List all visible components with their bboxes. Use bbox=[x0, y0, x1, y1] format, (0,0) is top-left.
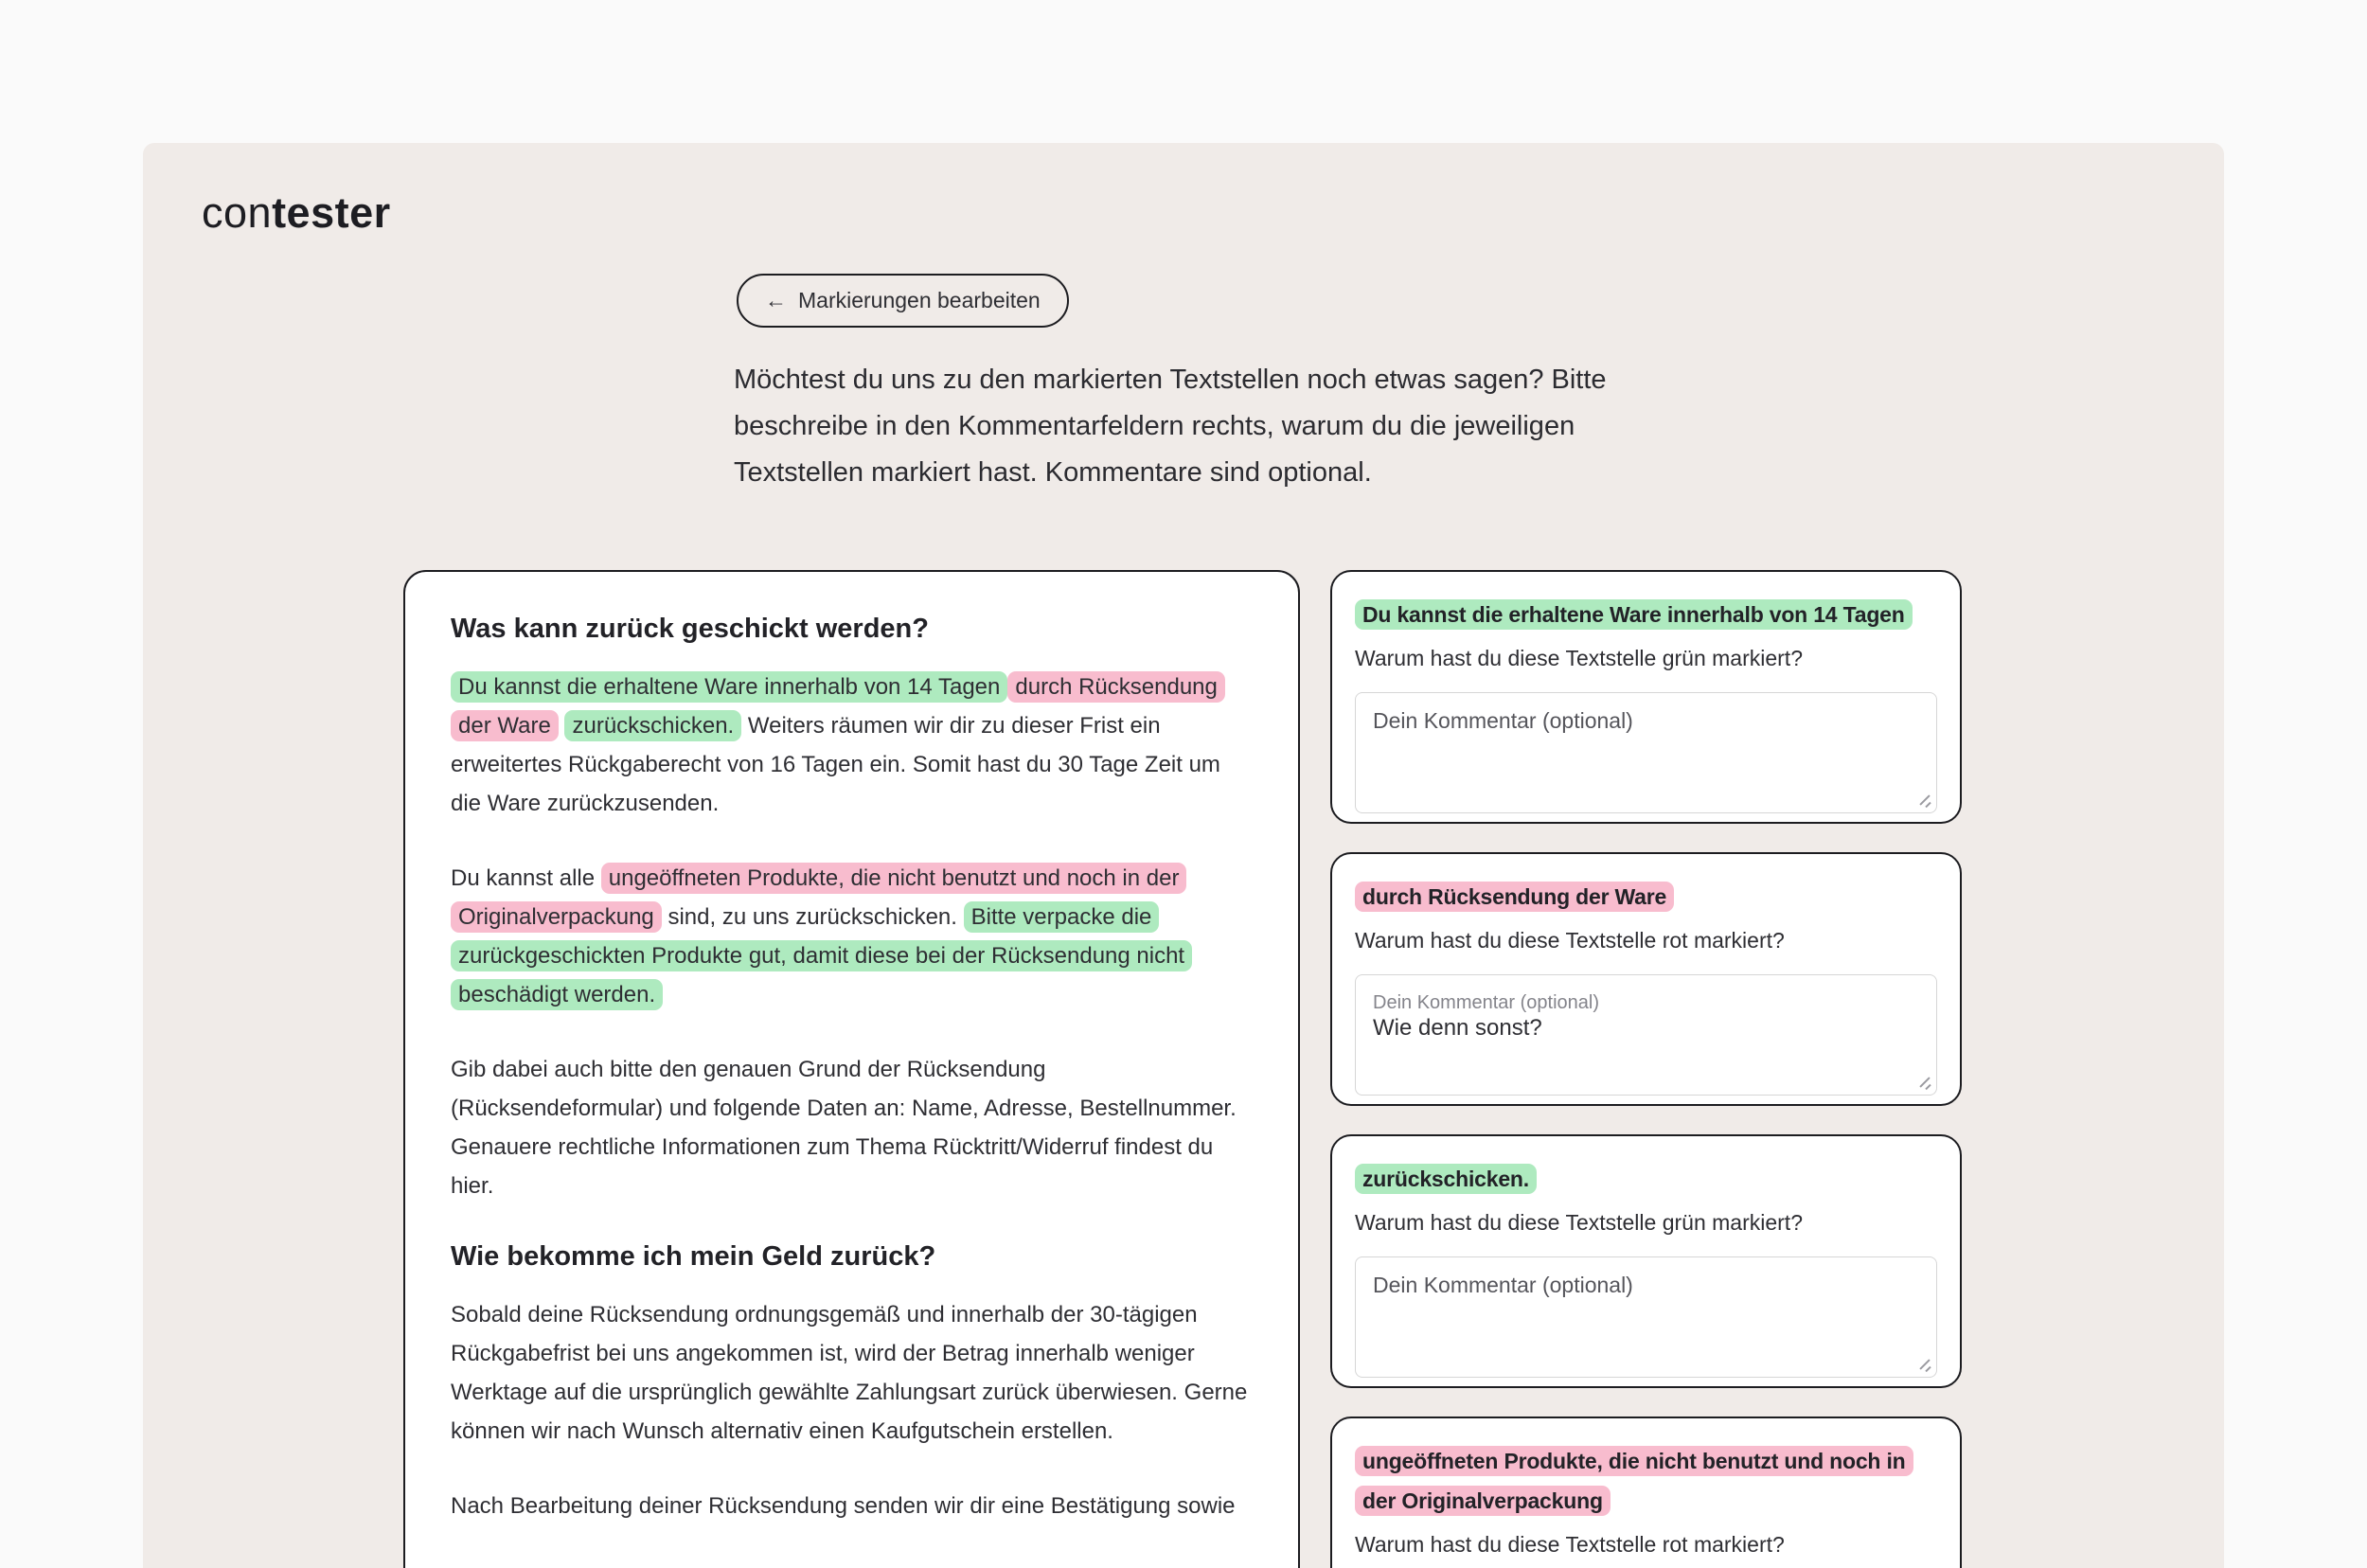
app-logo bbox=[202, 188, 391, 238]
edit-markings-button[interactable] bbox=[737, 274, 1069, 328]
comment-question: Warum hast du diese Textstelle rot markiert? bbox=[1355, 1532, 1785, 1557]
marked-passage-title: zurückschicken. bbox=[1355, 1164, 1537, 1194]
comment-textarea[interactable] bbox=[1373, 1015, 1919, 1083]
highlight-green[interactable]: Bitte verpacke die zurückgeschickten Produkte gut, damit diese bei der Rücksendung nicht beschädigt werden. bbox=[451, 901, 1192, 1010]
marked-passage-title: Du kannst die erhaltene Ware innerhalb von 14 Tagen bbox=[1355, 599, 1913, 630]
content-panel bbox=[143, 143, 2224, 1568]
resize-handle-icon[interactable] bbox=[1917, 1358, 1931, 1371]
document-paragraph-5: Nach Bearbeitung deiner Rücksendung senden wir dir eine Bestätigung sowie bbox=[451, 1493, 1236, 1519]
resize-handle-icon[interactable] bbox=[1917, 1076, 1931, 1089]
marked-passage-title: ungeöffneten Produkte, die nicht benutzt und noch in der Originalverpackung bbox=[1355, 1446, 1913, 1516]
comment-question: Warum hast du diese Textstelle grün markiert? bbox=[1355, 1210, 1803, 1235]
highlight-green[interactable]: zurückschicken. bbox=[564, 710, 741, 741]
document-card bbox=[403, 570, 1300, 1568]
comment-textarea[interactable] bbox=[1373, 708, 1919, 797]
document-paragraph-4: Sobald deine Rücksendung ordnungsgemäß und innerhalb der 30-tägigen Rückgabefrist bei uns angekommen ist, wird der Betrag innerhalb weniger Werktage auf die ursprünglich gewählte Zahlungsart zurück überwiesen. Gerne können wir nach Wunsch alternativ einen Kaufgutschein erstellen. bbox=[451, 1302, 1248, 1444]
plain-text: Weiters räumen wir dir zu dieser Frist ein erweitertes Rückgaberecht von 16 Tagen ein. Somit hast du 30 Tage Zeit um die Ware zurückzusenden. bbox=[451, 713, 1220, 816]
plain-text: Gib dabei auch bitte den genauen Grund der Rücksendung (Rücksendeformular) und folgende Daten an: Name, Adresse, Bestellnummer. bbox=[451, 1057, 1237, 1121]
comments-column bbox=[1330, 570, 1962, 1568]
plain-text: Du kannst alle bbox=[451, 865, 596, 891]
comment-textarea[interactable] bbox=[1373, 1273, 1919, 1362]
document-heading-1: Was kann zurück geschickt werden? bbox=[451, 614, 929, 644]
comment-field-label: Dein Kommentar (optional) bbox=[1373, 992, 1599, 1013]
highlight-pink[interactable]: durch Rücksendung der Ware bbox=[451, 671, 1225, 741]
intro-text: Möchtest du uns zu den markierten Textstellen noch etwas sagen? Bitte beschreibe in den Kommentarfeldern rechts, warum du die jeweiligen Textstellen markiert hast. Kommentare sind optional. bbox=[734, 365, 1607, 488]
comment-card bbox=[1330, 852, 1962, 1106]
plain-text: sind, zu uns zurückschicken. bbox=[667, 904, 957, 930]
comment-box bbox=[1355, 1256, 1937, 1378]
highlight-green[interactable]: Du kannst die erhaltene Ware innerhalb von 14 Tagen bbox=[451, 671, 1007, 703]
comment-question: Warum hast du diese Textstelle rot markiert? bbox=[1355, 928, 1785, 953]
resize-handle-icon[interactable] bbox=[1917, 793, 1931, 807]
comment-card bbox=[1330, 570, 1962, 824]
comment-box bbox=[1355, 692, 1937, 813]
document-paragraph-3 bbox=[451, 1050, 1253, 1205]
logo-highlighted-text: tester bbox=[266, 187, 397, 240]
document-paragraph-2 bbox=[451, 859, 1253, 1014]
back-arrow-icon: ← bbox=[765, 288, 787, 312]
document-heading-2: Wie bekomme ich mein Geld zurück? bbox=[451, 1241, 936, 1272]
comment-card bbox=[1330, 1417, 1962, 1568]
logo-prefix: con bbox=[202, 188, 273, 237]
edit-markings-label: Markierungen bearbeiten bbox=[798, 288, 1041, 312]
document-paragraph-1 bbox=[451, 668, 1253, 823]
highlight-pink[interactable]: ungeöffneten Produkte, die nicht benutzt und noch in der Originalverpackung bbox=[451, 863, 1186, 933]
comment-card bbox=[1330, 1134, 1962, 1388]
plain-text: Genauere rechtliche Informationen zum Thema Rücktritt/Widerruf findest du hier. bbox=[451, 1134, 1214, 1199]
marked-passage-title: durch Rücksendung der Ware bbox=[1355, 882, 1674, 912]
comment-question: Warum hast du diese Textstelle grün markiert? bbox=[1355, 646, 1803, 670]
comment-box bbox=[1355, 974, 1937, 1096]
